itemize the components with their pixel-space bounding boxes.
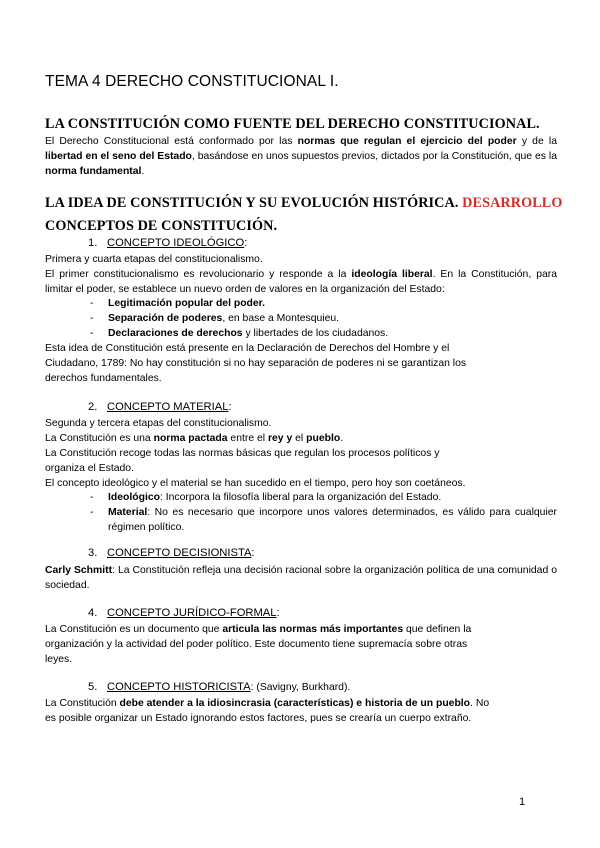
- concept-2-heading: [88, 401, 232, 413]
- text-line: organización y la actividad del poder político. Este documento tiene supremacía sobre otras: [45, 639, 468, 650]
- concept-number: 3.: [88, 547, 98, 559]
- concept-4-lines: [45, 622, 557, 667]
- section-fuente-paragraph: [45, 134, 557, 179]
- bold-run: Material: [108, 507, 148, 518]
- text-run: , en base a Montesquieu.: [222, 313, 340, 324]
- concept-2-bullets: [90, 490, 557, 535]
- text-line: [45, 696, 557, 711]
- concept-suffix: :: [244, 237, 248, 249]
- text-run: : Incorpora la filosofía liberal para la organización del Estado.: [159, 492, 442, 503]
- concept-1-bullets: [90, 296, 557, 341]
- text-line: Ciudadano, 1789: No hay constitución si no hay separación de poderes ni se garantizan los: [45, 358, 467, 369]
- list-item: - Separación de poderes, en base a Montesquieu.: [90, 313, 340, 324]
- concept-1-after: [45, 341, 557, 386]
- heading-red-tag: DESARROLLO: [462, 195, 563, 211]
- concept-1-paragraph: [45, 267, 557, 297]
- concept-5-heading: [88, 681, 350, 693]
- text-run: , basándose en unos supuestos previos, dictados por la Constitución, que es la: [191, 151, 557, 162]
- text-line: derechos fundamentales.: [45, 373, 162, 384]
- concept-suffix: : (Savigny, Burkhard).: [250, 682, 351, 693]
- section-heading-idea: [45, 195, 563, 212]
- text-line: es posible organizar un Estado ignorando estos factores, pues se crearía un cuerpo extraño.: [45, 713, 472, 724]
- bold-run: Carly Schmitt: [45, 565, 113, 576]
- bold-run: norma fundamental: [45, 166, 142, 177]
- text-run: La Constitución es un documento que: [45, 624, 223, 635]
- concept-suffix: :: [251, 547, 255, 559]
- text-line: [45, 431, 557, 446]
- text-run: La Constitución: [45, 698, 120, 709]
- list-item: - Legitimación popular del poder.: [90, 298, 266, 309]
- heading-text: LA IDEA DE CONSTITUCIÓN Y SU EVOLUCIÓN HISTÓRICA.: [45, 195, 459, 211]
- text-run: El primer constitucionalismo es revolucionario y responde a la: [45, 269, 352, 280]
- document-title: TEMA 4 DERECHO CONSTITUCIONAL I.: [45, 73, 339, 90]
- text-run: el: [292, 433, 307, 444]
- list-item: - Declaraciones de derechos y libertades de los ciudadanos.: [90, 328, 389, 339]
- text-run: .: [340, 433, 344, 444]
- concept-label: CONCEPTO HISTORICISTA: [107, 681, 251, 693]
- bold-run: norma pactada: [153, 433, 228, 444]
- concept-label: CONCEPTO IDEOLÓGICO: [107, 237, 245, 249]
- text-line: leyes.: [45, 654, 73, 665]
- concept-label: CONCEPTO JURÍDICO-FORMAL: [107, 607, 277, 619]
- concept-5-lines: [45, 696, 557, 726]
- text-run: . En la Constitución, para limitar el poder, se establece un nuevo orden de valores en la organización del Estado:: [45, 269, 557, 295]
- section-heading-fuente: LA CONSTITUCIÓN COMO FUENTE DEL DERECHO CONSTITUCIONAL.: [45, 116, 540, 132]
- text-run: .: [141, 166, 145, 177]
- text-run: La Constitución es una: [45, 433, 154, 444]
- text-run: y de la: [516, 136, 557, 147]
- text-run: entre el: [227, 433, 268, 444]
- concept-1-heading: [88, 237, 247, 249]
- bold-run: Separación de poderes: [108, 313, 223, 324]
- bold-run: pueblo: [306, 433, 341, 444]
- bold-run: ideología liberal: [351, 269, 433, 280]
- concept-number: 1.: [88, 237, 98, 249]
- list-item: - Ideológico: Incorpora la filosofía liberal para la organización del Estado.: [90, 492, 442, 503]
- concept-label: CONCEPTO DECISIONISTA: [107, 547, 252, 559]
- text-line: El concepto ideológico y el material se han sucedido en el tiempo, pero hoy son coetáneos.: [45, 478, 466, 489]
- concept-number: 2.: [88, 401, 98, 413]
- concept-number: 5.: [88, 681, 98, 693]
- subheading-conceptos: CONCEPTOS DE CONSTITUCIÓN.: [45, 218, 278, 234]
- concept-label: CONCEPTO MATERIAL: [107, 401, 229, 413]
- text-line: La Constitución recoge todas las normas básicas que regulan los procesos políticos y: [45, 448, 440, 459]
- text-run: : La Constitución refleja una decisión racional sobre la organización política de una comunidad o sociedad.: [45, 565, 557, 591]
- bold-run: articula las normas más importantes: [222, 624, 404, 635]
- bold-run: Legitimación popular del poder.: [108, 298, 266, 309]
- text-run: . No: [470, 698, 490, 709]
- text-line: [45, 622, 557, 637]
- concept-3-heading: [88, 547, 255, 559]
- bold-run: Ideológico: [108, 492, 160, 503]
- bold-run: normas que regulan el ejercicio del poder: [297, 136, 517, 147]
- bold-run: rey y: [267, 433, 293, 444]
- text-run: que definen la: [403, 624, 472, 635]
- text-run: y libertades de los ciudadanos.: [242, 328, 389, 339]
- text-line: Esta idea de Constitución está presente en la Declaración de Derechos del Hombre y el: [45, 343, 450, 354]
- concept-suffix: :: [276, 607, 280, 619]
- bold-run: Declaraciones de derechos: [108, 328, 243, 339]
- concept-3-paragraph: [45, 563, 557, 593]
- page-number: 1: [519, 796, 526, 808]
- concept-2-lines: [45, 416, 557, 491]
- concept-suffix: :: [228, 401, 232, 413]
- text-run: El Derecho Constitucional está conformado por las: [45, 136, 298, 147]
- text-run: : No es necesario que incorpore unos valores determinados, es válido para cualquier régimen político.: [108, 507, 557, 533]
- concept-number: 4.: [88, 607, 98, 619]
- bold-run: libertad en el seno del Estado: [45, 151, 192, 162]
- concept-1-line: Primera y cuarta etapas del constitucionalismo.: [45, 254, 263, 265]
- bold-run: debe atender a la idiosincrasia (características) e historia de un pueblo: [119, 698, 471, 709]
- concept-4-heading: [88, 607, 280, 619]
- text-line: Segunda y tercera etapas del constitucionalismo.: [45, 418, 272, 429]
- list-item: - Material: No es necesario que incorpore unos valores determinados, es válido para cualquier régimen político.: [90, 507, 557, 533]
- text-line: organiza el Estado.: [45, 463, 134, 474]
